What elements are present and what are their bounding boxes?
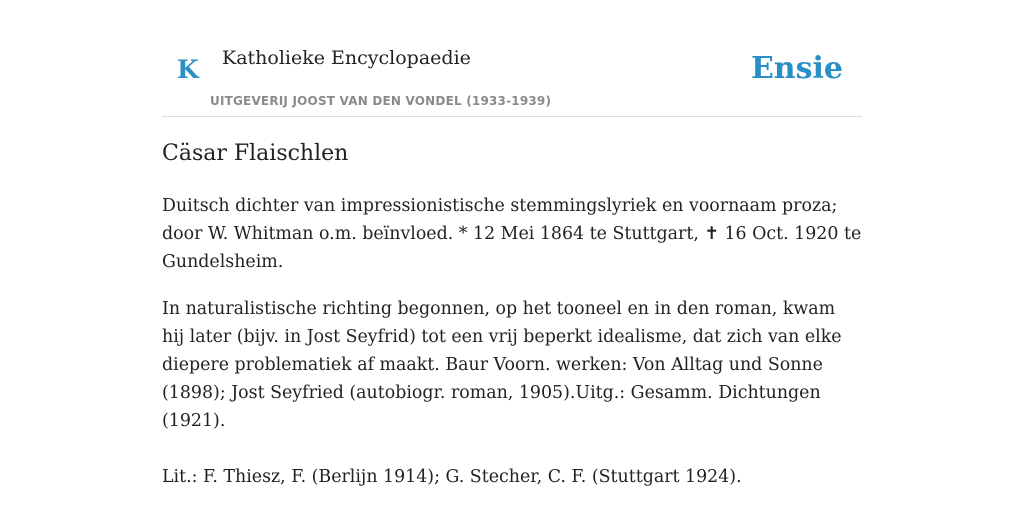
publisher-subtitle: UITGEVERIJ JOOST VAN DEN VONDEL (1933-1939)	[210, 94, 552, 108]
article-paragraph: Duitsch dichter van impressionistische stemmingslyriek en voornaam proza; door W. Whitman o.m. beïnvloed. * 12 Mei 1864 te Stuttgart, ✝ 16 Oct. 1920 te Gundelsheim.	[162, 196, 862, 272]
site-title[interactable]: Katholieke Encyclopaedie	[222, 47, 471, 69]
site-header	[162, 0, 862, 117]
ensie-brand-logo[interactable]: Ensie	[750, 51, 843, 86]
article-body	[162, 138, 862, 491]
encyclopedia-logo[interactable]: K	[177, 55, 199, 84]
page-title: Cäsar Flaischlen	[162, 141, 349, 166]
article-paragraph: In naturalistische richting begonnen, op het tooneel en in den roman, kwam hij later (bijv. in Jost Seyfrid) tot een vrij beperkt idealisme, dat zich van elke diepere problematiek af maakt. Baur Voorn. werken: Von Alltag und Sonne (1898); Jost Seyfried (autobiogr. roman, 1905).Uitg.: Gesamm. Dichtungen (1921).	[162, 299, 842, 431]
literature-reference: Lit.: F. Thiesz, F. (Berlijn 1914); G. Stecher, C. F. (Stuttgart 1924).	[162, 467, 742, 487]
